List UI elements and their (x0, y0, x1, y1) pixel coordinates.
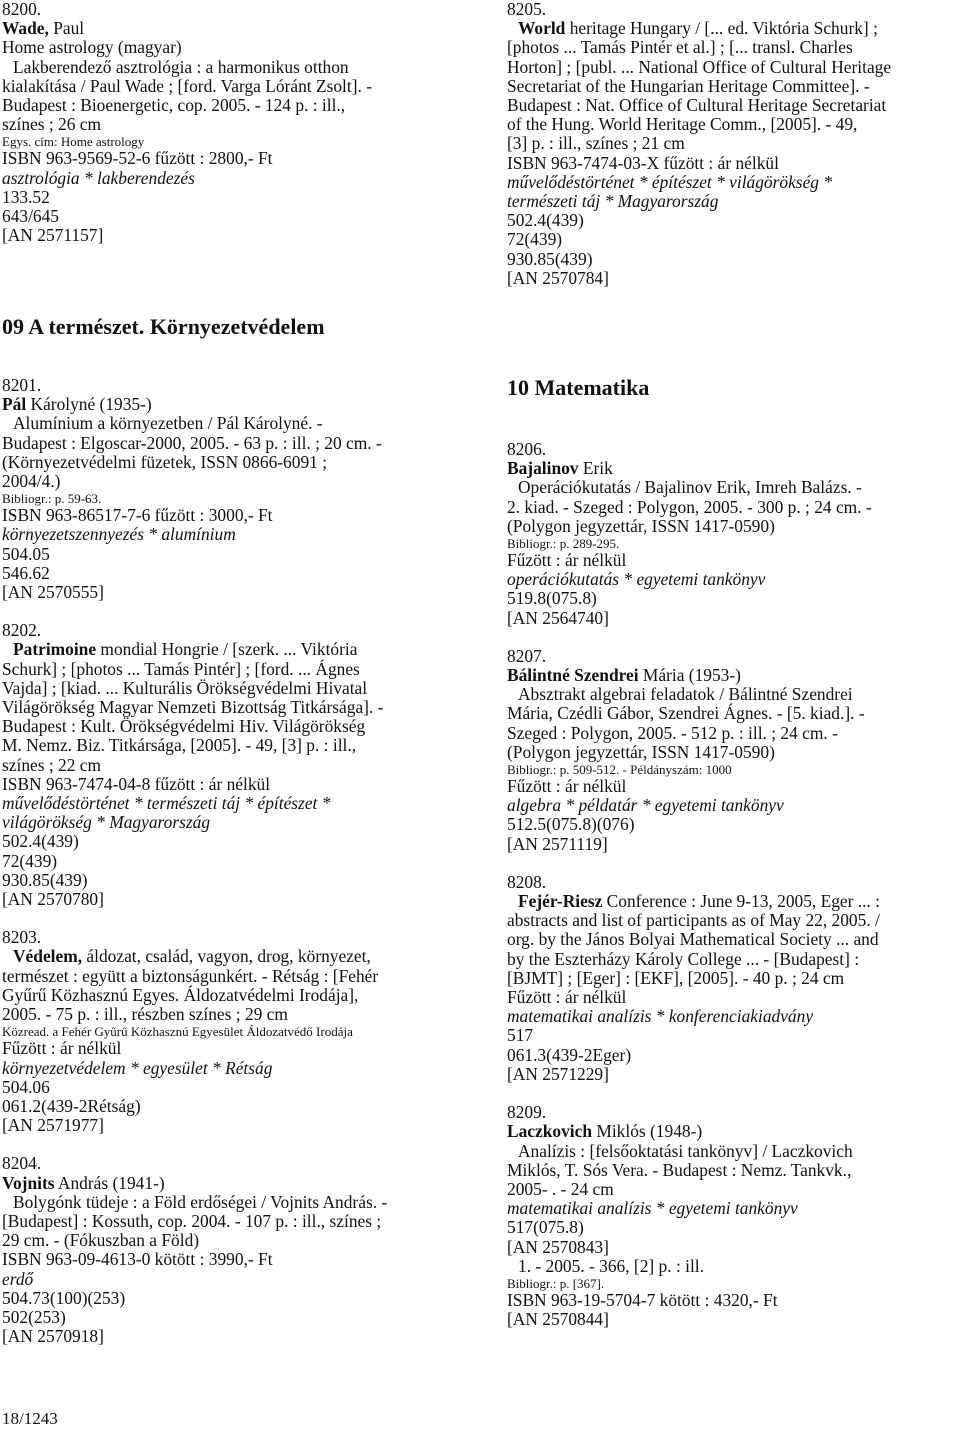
entry-line (2, 1174, 477, 1193)
entry-line: Bibliogr.: p. [367]. (507, 1275, 605, 1291)
entry-line: ISBN 963-7474-04-8 fűzött : ár nélkül (2, 773, 271, 794)
section-heading-09: 09 A természet. Környezetvédelem (2, 314, 325, 339)
entry-line: 517(075.8) (507, 1217, 584, 1238)
entry-line: 546.62 (2, 562, 50, 583)
entry-line: 1. - 2005. - 366, [2] p. : ill. (518, 1255, 704, 1276)
section-heading-10: 10 Matematika (507, 375, 650, 400)
entry-line: Bibliogr.: p. 289-295. (507, 536, 620, 552)
entry-line: 2004/4.) (2, 471, 61, 492)
entry-line: [AN 2570784] (507, 267, 609, 288)
entry-heading-term: Pál (2, 394, 27, 415)
entry-line: természet : együtt a biztonságunkért. - Rétság : [Fehér (2, 965, 379, 986)
entry-line: abstracts and list of participants as of May 22, 2005. / (507, 910, 880, 931)
entry-line: Budapest : Elgoscar-2000, 2005. - 63 p. : ill. ; 20 cm. - (2, 432, 382, 453)
entry-line: asztrológia * lakberendezés (2, 167, 195, 188)
entry-line: környezetszennyezés * alumínium (2, 524, 236, 545)
entry-line: Absztrakt algebrai feladatok / Bálintné Szendrei (518, 684, 853, 705)
entry-line: Home astrology (magyar) (2, 37, 182, 58)
entry-line: Gyűrű Közhasznú Egyes. Áldozatvédelmi Irodája], (2, 984, 359, 1005)
entry-8209 (507, 1103, 960, 1329)
entry-line: 930.85(439) (2, 869, 88, 890)
entry-line (507, 666, 960, 685)
entry-line: [AN 2564740] (507, 607, 609, 628)
entry-line: Budapest : Bioenergetic, cop. 2005. - 124 p. : ill., (2, 95, 346, 116)
entry-line: Alumínium a környezetben / Pál Károlyné. - (13, 413, 323, 434)
entry-8207 (507, 647, 960, 854)
entry-line: matematikai analízis * konferenciakiadvány (507, 1006, 814, 1027)
entry-line: [Budapest] : Kossuth, cop. 2004. - 107 p. : ill., színes ; (2, 1210, 382, 1231)
entry-8202 (2, 621, 477, 909)
entry-heading-term: Védelem, (13, 946, 83, 967)
entry-line: Schurk] ; [photos ... Tamás Pintér] ; [ford. ... Ágnes (2, 658, 360, 679)
entry-line: színes ; 22 cm (2, 754, 102, 775)
entry-line (507, 19, 960, 38)
entry-line: Vajda] ; [kiad. ... Kulturális Örökségvédelmi Hivatal (2, 677, 368, 698)
entry-line: Operációkutatás / Bajalinov Erik, Imreh Balázs. - (518, 477, 862, 498)
entry-text: Károlyné (1935-) (26, 394, 152, 415)
entry-line: 2005- . - 24 cm (507, 1178, 614, 1199)
entry-text: Miklós (1948-) (592, 1121, 703, 1142)
entry-8208 (507, 873, 960, 1084)
entry-line: ISBN 963-86517-7-6 fűzött : 3000,- Ft (2, 505, 273, 526)
entry-heading-term: Bajalinov (507, 458, 579, 479)
entry-line: [AN 2570780] (2, 889, 104, 910)
entry-line: kialakítása / Paul Wade ; [ford. Varga Lóránt Zsolt]. - (2, 75, 372, 96)
entry-line: Budapest : Nat. Office of Cultural Heritage Secretariat (507, 95, 887, 116)
entry-line: 517 (507, 1025, 534, 1046)
entry-line: ISBN 963-19-5704-7 kötött : 4320,- Ft (507, 1289, 778, 1310)
entry-line: 2. kiad. - Szeged : Polygon, 2005. - 300 p. ; 24 cm. - (507, 496, 872, 517)
entry-line: 72(439) (507, 229, 563, 250)
entry-line: Fűzött : ár nélkül (507, 776, 627, 797)
entry-line: 519.8(075.8) (507, 588, 597, 609)
column-left-top (2, 0, 477, 264)
entry-line: 502.4(439) (2, 831, 79, 852)
entry-line: M. Nemz. Biz. Titkársága, [2005]. - 49, [3] p. : ill., (2, 735, 357, 756)
entry-line: matematikai analízis * egyetemi tankönyv (507, 1198, 798, 1219)
entry-line: org. by the János Bolyai Mathematical Society ... and (507, 929, 879, 950)
entry-line: Lakberendező asztrológia : a harmonikus otthon (13, 56, 349, 77)
entry-line: [AN 2570843] (507, 1236, 609, 1257)
entry-line (2, 395, 477, 414)
entry-line: Fűzött : ár nélkül (507, 987, 627, 1008)
entry-line: világörökség * Magyarország (2, 812, 211, 833)
entry-8204 (2, 1154, 477, 1346)
entry-line: 29 cm. - (Fókuszban a Föld) (2, 1230, 200, 1251)
entry-line: algebra * példatár * egyetemi tankönyv (507, 795, 784, 816)
entry-line: (Környezetvédelmi füzetek, ISSN 0866-6091 ; (2, 451, 328, 472)
entry-text: Conference : June 9-13, 2005, Eger ... : (602, 891, 881, 912)
page-number: 18/1243 (2, 1409, 58, 1428)
entry-heading-term: Vojnits (2, 1172, 55, 1193)
entry-line: [AN 2570555] (2, 582, 104, 603)
entry-line: művelődéstörténet * építészet * világörökség * (507, 171, 833, 192)
entry-8200 (2, 0, 477, 245)
entry-line: 8206. (507, 439, 547, 459)
entry-heading-term: World (518, 18, 566, 39)
entry-text: áldozat, család, vagyon, drog, környezet, (82, 946, 371, 967)
entry-line: 8207. (507, 645, 547, 666)
entry-line (2, 947, 477, 966)
entry-line: Közread. a Fehér Gyűrű Közhasznú Egyesület Áldozatvédő Irodája (2, 1024, 353, 1040)
entry-line: Bibliogr.: p. 509-512. - Példányszám: 1000 (507, 762, 732, 778)
entry-line: színes ; 26 cm (2, 114, 102, 135)
entry-line: 061.3(439-2Eger) (507, 1044, 632, 1065)
entry-line: Analízis : [felsőoktatási tankönyv] / Laczkovich (518, 1140, 853, 1161)
entry-line: 930.85(439) (507, 248, 593, 269)
entry-line: 8202. (2, 620, 42, 641)
entry-line: [3] p. : ill., színes ; 21 cm (507, 133, 685, 154)
column-left-bottom (2, 376, 477, 1365)
entry-line (2, 640, 477, 659)
entry-line: [AN 2571977] (2, 1115, 104, 1136)
entry-line: [AN 2571119] (507, 833, 608, 854)
entry-text: Paul (48, 18, 85, 39)
column-right-bottom (507, 440, 960, 1348)
entry-text: mondial Hongrie / [szerk. ... Viktória (96, 639, 358, 660)
column-right-top (507, 0, 960, 307)
entry-line: 502(253) (2, 1306, 66, 1327)
entry-line: Egys. cím: Home astrology (2, 134, 145, 150)
entry-line: 2005. - 75 p. : ill., részben színes ; 29 cm (2, 1004, 288, 1025)
entry-line: by the Eszterházy Károly College ... - [Budapest] : (507, 948, 860, 969)
entry-line (507, 459, 960, 478)
entry-8201 (2, 376, 477, 602)
entry-line: [photos ... Tamás Pintér et al.] ; [... transl. Charles (507, 37, 853, 58)
entry-text: Erik (578, 458, 613, 479)
entry-line: Secretariat of the Hungarian Heritage Committee]. - (507, 75, 870, 96)
entry-line: 8209. (507, 1102, 547, 1123)
entry-line: ISBN 963-09-4613-0 kötött : 3990,- Ft (2, 1249, 273, 1270)
entry-line: 133.52 (2, 186, 50, 207)
entry-line: (Polygon jegyzettár, ISSN 1417-0590) (507, 741, 775, 762)
entry-line: 8201. (2, 375, 42, 395)
entry-line: 061.2(439-2Rétság) (2, 1095, 141, 1116)
entry-heading-term: Laczkovich (507, 1121, 593, 1142)
entry-line: Fűzött : ár nélkül (2, 1038, 122, 1059)
entry-heading-term: Patrimoine (13, 639, 97, 660)
entry-line: (Polygon jegyzettár, ISSN 1417-0590) (507, 515, 775, 536)
entry-line: 8203. (2, 927, 42, 948)
entry-text: András (1941-) (54, 1172, 165, 1193)
entry-line: környezetvédelem * egyesület * Rétság (2, 1057, 273, 1078)
entry-line: 72(439) (2, 850, 58, 871)
entry-line: 512.5(075.8)(076) (507, 814, 635, 835)
entry-line: of the Hung. World Heritage Comm., [2005]. - 49, (507, 114, 858, 135)
entry-line: ISBN 963-7474-03-X fűzött : ár nélkül (507, 152, 779, 173)
entry-line: [AN 2570918] (2, 1326, 104, 1347)
entry-8203 (2, 928, 477, 1135)
entry-line: 643/645 (2, 206, 60, 227)
entry-line: művelődéstörténet * természeti táj * építészet * (2, 793, 331, 814)
entry-line: természeti táj * Magyarország (507, 191, 719, 212)
entry-text: heritage Hungary / [... ed. Viktória Schurk] ; (565, 18, 878, 39)
entry-line: 8208. (507, 871, 547, 892)
entry-heading-term: Fejér-Riesz (518, 891, 603, 912)
entry-line (507, 892, 960, 911)
entry-line: 504.73(100)(253) (2, 1287, 126, 1308)
entry-line: 502.4(439) (507, 210, 584, 231)
entry-line (507, 1122, 960, 1141)
entry-line: Szeged : Polygon, 2005. - 512 p. : ill. ; 24 cm. - (507, 722, 838, 743)
entry-line (2, 19, 477, 38)
entry-line: ISBN 963-9569-52-6 fűzött : 2800,- Ft (2, 148, 273, 169)
entry-line: [AN 2571229] (507, 1063, 609, 1084)
entry-line: 8200. (2, 0, 42, 19)
entry-8205 (507, 0, 960, 288)
entry-line: [AN 2570844] (507, 1309, 609, 1330)
entry-8206 (507, 440, 960, 628)
entry-line: Bolygónk tüdeje : a Föld erdőségei / Vojnits András. - (13, 1191, 388, 1212)
entry-line: erdő (2, 1268, 34, 1289)
entry-line: [AN 2571157] (2, 225, 104, 246)
entry-line: 8205. (507, 0, 547, 19)
entry-line: 8204. (2, 1153, 42, 1174)
entry-line: Fűzött : ár nélkül (507, 550, 627, 571)
entry-heading-term: Wade, (2, 18, 49, 39)
entry-line: Miklós, T. Sós Vera. - Budapest : Nemz. Tankvk., (507, 1159, 852, 1180)
entry-line: operációkutatás * egyetemi tankönyv (507, 569, 766, 590)
entry-line: 504.05 (2, 543, 50, 564)
entry-heading-term: Bálintné Szendrei (507, 665, 639, 686)
entry-line: Horton] ; [publ. ... National Office of Cultural Heritage (507, 56, 892, 77)
entry-line: Világörökség Magyar Nemzeti Bizottság Titkársága]. - (2, 697, 384, 718)
entry-line: Mária, Czédli Gábor, Szendrei Ágnes. - [5. kiad.]. - (507, 703, 865, 724)
entry-text: Mária (1953-) (638, 665, 741, 686)
entry-line: Budapest : Kult. Örökségvédelmi Hiv. Világörökség (2, 716, 366, 737)
entry-line: [BJMT] ; [Eger] : [EKF], [2005]. - 40 p. ; 24 cm (507, 967, 845, 988)
entry-line: 504.06 (2, 1076, 50, 1097)
entry-line: Bibliogr.: p. 59-63. (2, 491, 102, 507)
